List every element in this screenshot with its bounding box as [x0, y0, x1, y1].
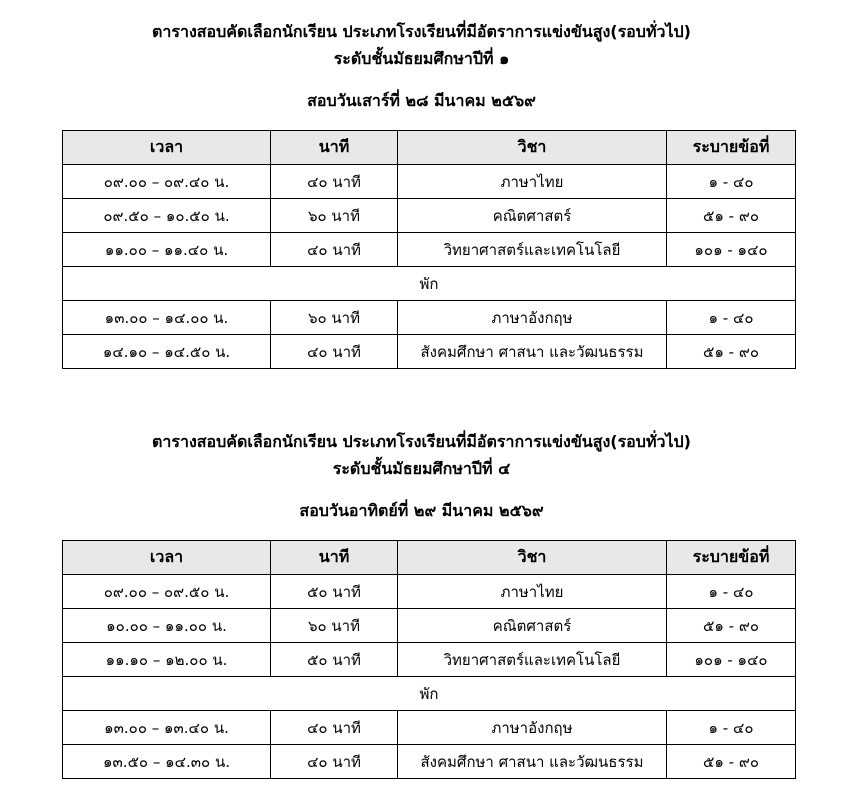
table-row	[63, 575, 796, 609]
header-subject: วิชา	[398, 131, 667, 165]
exam-date: สอบวันอาทิตย์ที่ ๒๙ มีนาคม ๒๕๖๙	[299, 501, 544, 520]
cell-time: ๑๔.๑๐ – ๑๔.๕๐ น.	[63, 335, 271, 369]
cell-minutes: ๔๐ นาที	[271, 745, 398, 779]
cell-minutes: ๔๐ นาที	[271, 335, 398, 369]
cell-items: ๑๐๑ - ๑๔๐	[667, 233, 796, 267]
cell-items: ๑ - ๔๐	[667, 711, 796, 745]
table-row	[63, 643, 796, 677]
cell-minutes: ๔๐ นาที	[271, 165, 398, 199]
cell-items: ๑ - ๔๐	[667, 575, 796, 609]
cell-time: ๑๑.๐๐ – ๑๑.๔๐ น.	[63, 233, 271, 267]
cell-minutes: ๖๐ นาที	[271, 609, 398, 643]
header-time: เวลา	[63, 131, 271, 165]
break-row	[63, 677, 796, 711]
cell-time: ๑๓.๕๐ – ๑๔.๓๐ น.	[63, 745, 271, 779]
cell-minutes: ๕๐ นาที	[271, 575, 398, 609]
header-subject: วิชา	[398, 541, 667, 575]
table-row	[63, 301, 796, 335]
cell-minutes: ๕๐ นาที	[271, 643, 398, 677]
cell-minutes: ๖๐ นาที	[271, 301, 398, 335]
cell-time: ๑๓.๐๐ – ๑๔.๐๐ น.	[63, 301, 271, 335]
cell-items: ๑ - ๔๐	[667, 165, 796, 199]
table-row	[63, 199, 796, 233]
cell-subject: ภาษาไทย	[398, 575, 667, 609]
table-header-row	[63, 541, 796, 575]
cell-items: ๕๑ - ๙๐	[667, 609, 796, 643]
cell-items: ๑๐๑ - ๑๔๐	[667, 643, 796, 677]
table-row	[63, 165, 796, 199]
table-row	[63, 711, 796, 745]
table-row	[63, 335, 796, 369]
cell-time: ๑๓.๐๐ – ๑๓.๔๐ น.	[63, 711, 271, 745]
cell-items: ๕๑ - ๙๐	[667, 199, 796, 233]
cell-subject: ภาษาอังกฤษ	[398, 711, 667, 745]
cell-minutes: ๔๐ นาที	[271, 233, 398, 267]
schedule-table	[62, 540, 796, 779]
grade-level-title: ระดับชั้นมัธยมศึกษาปีที่ ๑	[333, 49, 510, 68]
schedule-title: ตารางสอบคัดเลือกนักเรียน ประเภทโรงเรียนที่มีอัตราการแข่งขันสูง(รอบทั่วไป)	[152, 432, 691, 451]
exam-date: สอบวันเสาร์ที่ ๒๘ มีนาคม ๒๕๖๙	[307, 91, 536, 110]
break-cell: พัก	[63, 267, 796, 301]
header-time: เวลา	[63, 541, 271, 575]
cell-items: ๑ - ๔๐	[667, 301, 796, 335]
break-cell: พัก	[63, 677, 796, 711]
schedule-table	[62, 130, 796, 369]
header-minutes: นาที	[271, 541, 398, 575]
cell-subject: ภาษาอังกฤษ	[398, 301, 667, 335]
header-minutes: นาที	[271, 131, 398, 165]
table-header-row	[63, 131, 796, 165]
grade-level-title: ระดับชั้นมัธยมศึกษาปีที่ ๔	[332, 459, 511, 478]
header-items: ระบายข้อที่	[667, 131, 796, 165]
cell-minutes: ๖๐ นาที	[271, 199, 398, 233]
cell-time: ๐๙.๕๐ – ๑๐.๕๐ น.	[63, 199, 271, 233]
cell-subject: สังคมศึกษา ศาสนา และวัฒนธรรม	[398, 745, 667, 779]
cell-time: ๑๑.๑๐ – ๑๒.๐๐ น.	[63, 643, 271, 677]
cell-subject: ภาษาไทย	[398, 165, 667, 199]
cell-time: ๑๐.๐๐ – ๑๑.๐๐ น.	[63, 609, 271, 643]
cell-items: ๕๑ - ๙๐	[667, 335, 796, 369]
cell-items: ๕๑ - ๙๐	[667, 745, 796, 779]
cell-subject: วิทยาศาสตร์และเทคโนโลยี	[398, 233, 667, 267]
cell-minutes: ๔๐ นาที	[271, 711, 398, 745]
table-row	[63, 609, 796, 643]
break-row	[63, 267, 796, 301]
header-items: ระบายข้อที่	[667, 541, 796, 575]
schedule-title: ตารางสอบคัดเลือกนักเรียน ประเภทโรงเรียนที่มีอัตราการแข่งขันสูง(รอบทั่วไป)	[152, 22, 691, 41]
table-row	[63, 745, 796, 779]
cell-subject: คณิตศาสตร์	[398, 199, 667, 233]
table-row	[63, 233, 796, 267]
cell-subject: สังคมศึกษา ศาสนา และวัฒนธรรม	[398, 335, 667, 369]
cell-time: ๐๙.๐๐ – ๐๙.๕๐ น.	[63, 575, 271, 609]
cell-subject: วิทยาศาสตร์และเทคโนโลยี	[398, 643, 667, 677]
cell-subject: คณิตศาสตร์	[398, 609, 667, 643]
cell-time: ๐๙.๐๐ – ๐๙.๔๐ น.	[63, 165, 271, 199]
